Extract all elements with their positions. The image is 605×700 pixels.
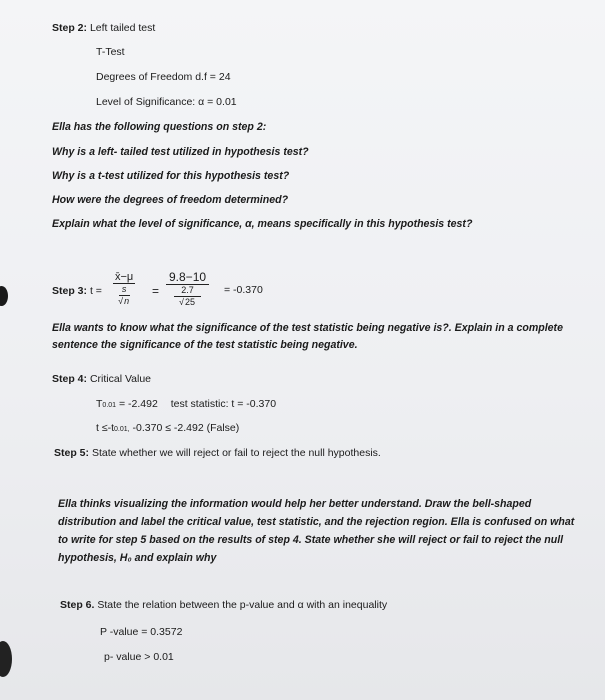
ella-step2-intro: Ella has the following questions on step 2: [52, 121, 267, 133]
step6-inequality: p- value > 0.01 [104, 651, 174, 663]
formula-symbolic-numerator: x̄−μ [115, 271, 134, 283]
binder-hole-top [0, 286, 8, 306]
crit-sub: 0.01 [102, 402, 117, 409]
step5-label: Step 5: [54, 447, 90, 459]
step5-text: State whether we will reject or fail to reject the null hypothesis. [91, 447, 381, 459]
formula-n: n [124, 296, 130, 306]
ella-step3-question: Ella wants to know what the significance of the test statistic being negative is?. Explain in a complete sentence the significance of the test statistic being negative. [52, 322, 563, 351]
step4-critical-line [96, 398, 276, 412]
step2-heading [52, 22, 155, 35]
ineq-sub: 0.01, [114, 426, 130, 433]
step3-t-eq: t = [89, 285, 102, 297]
step4-text: Critical Value [89, 373, 152, 385]
step3-label: Step 3: [52, 285, 88, 297]
formula-result: = -0.370 [224, 284, 263, 296]
step2-heading-text: Left tailed test [89, 22, 156, 34]
step6-text: State the relation between the p-value and α with an inequality [97, 599, 388, 611]
step2-label: Step 2: [52, 22, 88, 34]
formula-sqrt-n: √n [118, 296, 130, 306]
step2-significance: Level of Significance: α = 0.01 [96, 96, 237, 108]
formula-symbolic-denominator [113, 284, 135, 307]
ella-step2-q4: Explain what the level of significance, α, means specifically in this hypothesis test? [52, 218, 473, 230]
formula-sqrt-25: √25 [179, 297, 195, 307]
step2-test: T-Test [96, 46, 125, 58]
step3-prefix [52, 285, 102, 298]
crit-t: T [96, 398, 103, 410]
step6-line [60, 599, 387, 612]
formula-value-numerator: 9.8−10 [166, 270, 209, 285]
formula-25: 25 [184, 297, 195, 307]
test-statistic: test statistic: t = -0.370 [170, 398, 277, 410]
step4-inequality-line [96, 422, 239, 436]
ella-step5-question: Ella thinks visualizing the information would help her better understand. Draw the bell-shaped distribution and label the critical value, test statistic, and the rejection region. Ella is confused on what to write for step 5 based on the results of step 4. State whether she will reject or fail to reject the null hypothesis, H₀ and explain why [58, 498, 575, 564]
formula-sd: 2.7 [174, 285, 201, 297]
step4-label: Step 4: [52, 373, 88, 385]
binder-hole-bottom [0, 641, 12, 677]
formula-equals: = [152, 284, 160, 298]
step6-pvalue: P -value = 0.3572 [100, 626, 183, 638]
step6-label: Step 6. [60, 599, 95, 611]
step4-heading [52, 373, 151, 386]
step5-line [54, 447, 381, 460]
step2-df: Degrees of Freedom d.f = 24 [96, 71, 231, 83]
ella-step2-q1: Why is a left- tailed test utilized in hypothesis test? [52, 146, 309, 158]
ella-step2-q3: How were the degrees of freedom determined? [52, 194, 289, 206]
formula-value-denominator [166, 285, 209, 308]
ineq-a: t ≤-t [96, 422, 115, 434]
formula-s: s [119, 284, 129, 296]
ineq-b: -0.370 ≤ -2.492 (False) [132, 422, 240, 434]
crit-value: = -2.492 [118, 398, 158, 410]
ella-step2-q2: Why is a t-test utilized for this hypothesis test? [52, 170, 290, 182]
formula-value-fraction [166, 270, 209, 308]
formula-symbolic-fraction [113, 271, 135, 307]
